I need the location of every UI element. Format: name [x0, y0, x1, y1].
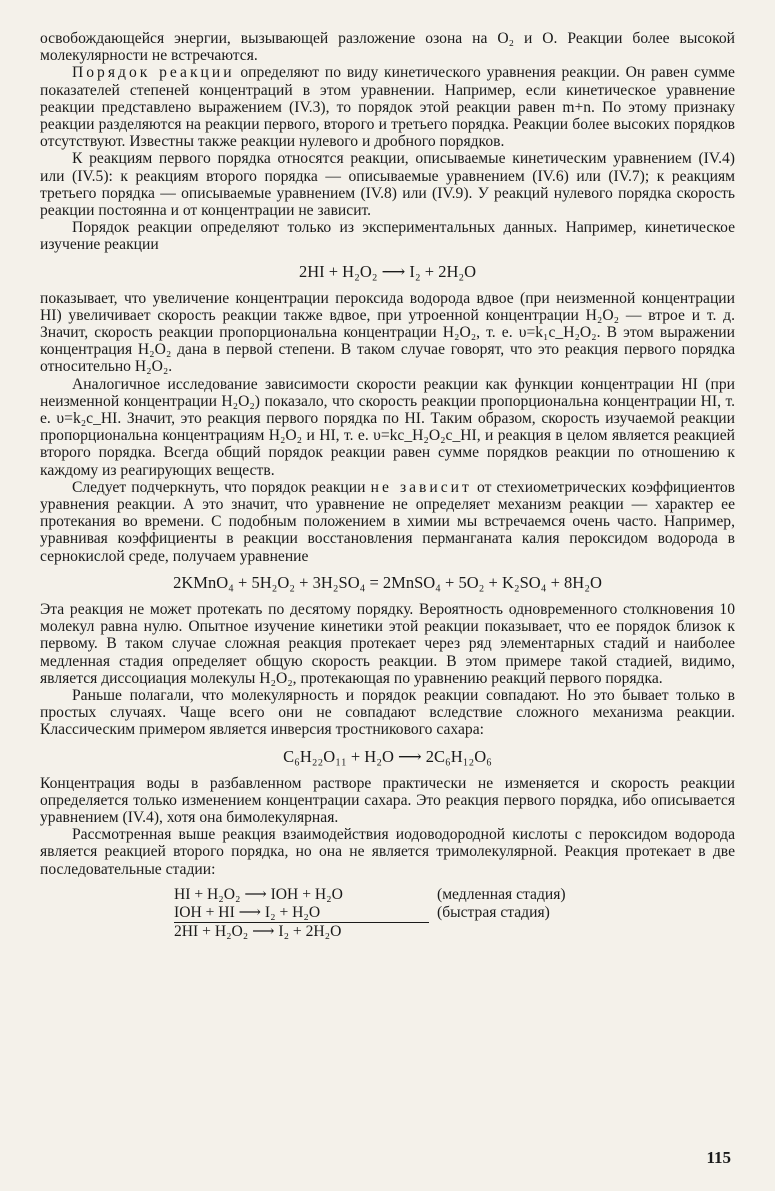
paragraph: Эта реакция не может протекать по десятому порядку. Вероятность одновременного столкновения 10 молекул равна нулю. Опытное изучение кинетики этой реакции показывает, что ее порядок близок к первому. В таком случае сложная реакция протекает через ряд элементарных стадий и наиболее медленная стадия определяет общую скорость реакции. В этом примере такой стадией, видимо, является диссоциация молекулы H₂O₂, протекающая по уравнению реакций первого порядка. — [40, 600, 735, 687]
paragraph: освобождающейся энергии, вызывающей разложение озона на O₂ и O. Реакции более высокой молекулярности не встречаются. — [40, 30, 735, 65]
stage-row — [174, 886, 566, 904]
paragraph: показывает, что увеличение концентрации пероксида водорода вдвое (при неизменной концентрации HI) увеличивает скорость реакции также вдвое, при утроенной концентрации H₂O₂ — втрое и т. д. Значит, скорость реакции пропорциональна концентрации H₂O₂, т. е. υ=k₁c_H₂O₂. В этом выражении концентрация H₂O₂ дана в первой степени. В таком случае говорят, что это реакция первого порядка относительно H₂O₂. — [40, 289, 735, 376]
spaced-term: не зависит — [370, 478, 472, 496]
paragraph: Раньше полагали, что молекулярность и порядок реакции совпадают. Но это бывает только в простых случаях. Чаще всего они не совпадают вследствие сложного механизма реакции. Классическим примером является инверсия тростникового сахара: — [40, 686, 735, 739]
stage-row — [174, 904, 566, 923]
paragraph-text: от стехиометрических коэффициентов уравнения реакции. А это значит, что уравнение не определяет механизм реакции — характер ее протекания во времени. С подобным положением в химии мы встречаемся очень часто. Например, уравнивая коэффициенты в реакции восстановления перманганата калия пероксидом водорода в сернокислой среде, получаем уравнение — [40, 478, 736, 565]
equation: 2KMnO₄ + 5H₂O₂ + 3H₂SO₄ = 2MnSO₄ + 5O₂ + K₂SO₄ + 8H₂O — [173, 572, 602, 592]
paragraph: Рассмотренная выше реакция взаимодействия иодоводородной кислоты с пероксидом водорода является реакцией второго порядка, но она не является тримолекулярной. Реакция протекает в две последовательные стадии: — [40, 826, 735, 878]
paragraph-text: определяют по виду кинетического уравнения реакции. Он равен сумме показателей степеней концентраций в этом уравнении. Например, если кинетическое уравнение реакции представлено выражением (IV.3), то порядок этой реакции равен m+n. По этому признаку реакции разделяются на реакции первого, второго и третьего порядка. Реакции более высоких порядков отсутствуют. Известны также реакции нулевого и дробного порядков. — [40, 64, 735, 151]
stage-note — [429, 922, 566, 941]
paragraph: Аналогичное исследование зависимости скорости реакции как функции концентрации HI (при неизменной концентрации H₂O₂) показало, что скорость реакции пропорциональна концентрации HI, т. е. υ=k₂c_HI. Значит, это реакция первого порядка по HI. Таким образом, скорость изучаемой реакции пропорциональна концентрациям H₂O₂ и HI, т. е. υ=kc_H₂O₂c_HI, и реакция в целом является реакцией второго порядка. Всегда общий порядок реакции равен сумме порядков реакции по отношению к каждому из реагирующих веществ. — [40, 375, 735, 479]
stage-reaction: HI + H₂O₂ ⟶ IOH + H₂O — [174, 885, 343, 903]
equation: 2HI + H₂O₂ ⟶ I₂ + 2H₂O — [298, 261, 477, 281]
paragraph: Концентрация воды в разбавленном растворе практически не изменяется и скорость реакции определяется только изменением концентрации сахара. Это реакция первого порядка, ибо описывается уравнением (IV.4), хотя она бимолекулярная. — [40, 774, 735, 826]
paragraph-lead: Следует подчеркнуть, что порядок реакции — [72, 478, 366, 496]
paragraph — [40, 64, 735, 150]
spaced-term: Порядок реакции — [72, 64, 235, 82]
equation: C₆H₂₂O₁₁ + H₂O ⟶ 2C₆H₁₂O₆ — [283, 746, 492, 766]
stage-reaction: IOH + HI ⟶ I₂ + H₂O — [174, 904, 429, 923]
stage-note: (быстрая стадия) — [437, 903, 550, 921]
page-body — [40, 30, 735, 941]
page-number: 115 — [706, 1148, 731, 1167]
stage-row — [174, 922, 566, 941]
paragraph: К реакциям первого порядка относятся реакции, описываемые кинетическим уравнением (IV.4) или (IV.5): к реакциям второго порядка — описываемые уравнением (IV.6) или (IV.7); к реакциям третьего порядка — описываемые уравнением (IV.8) или (IV.9). У реакций нулевого порядка скорость реакции постоянна и от концентрации не зависит. — [40, 150, 735, 220]
stage-reaction: 2HI + H₂O₂ ⟶ I₂ + 2H₂O — [174, 922, 342, 940]
paragraph — [40, 479, 735, 565]
stage-note: (медленная стадия) — [437, 885, 566, 903]
reaction-stages — [174, 886, 735, 941]
paragraph: Порядок реакции определяют только из экспериментальных данных. Например, кинетическое изучение реакции — [40, 219, 735, 254]
